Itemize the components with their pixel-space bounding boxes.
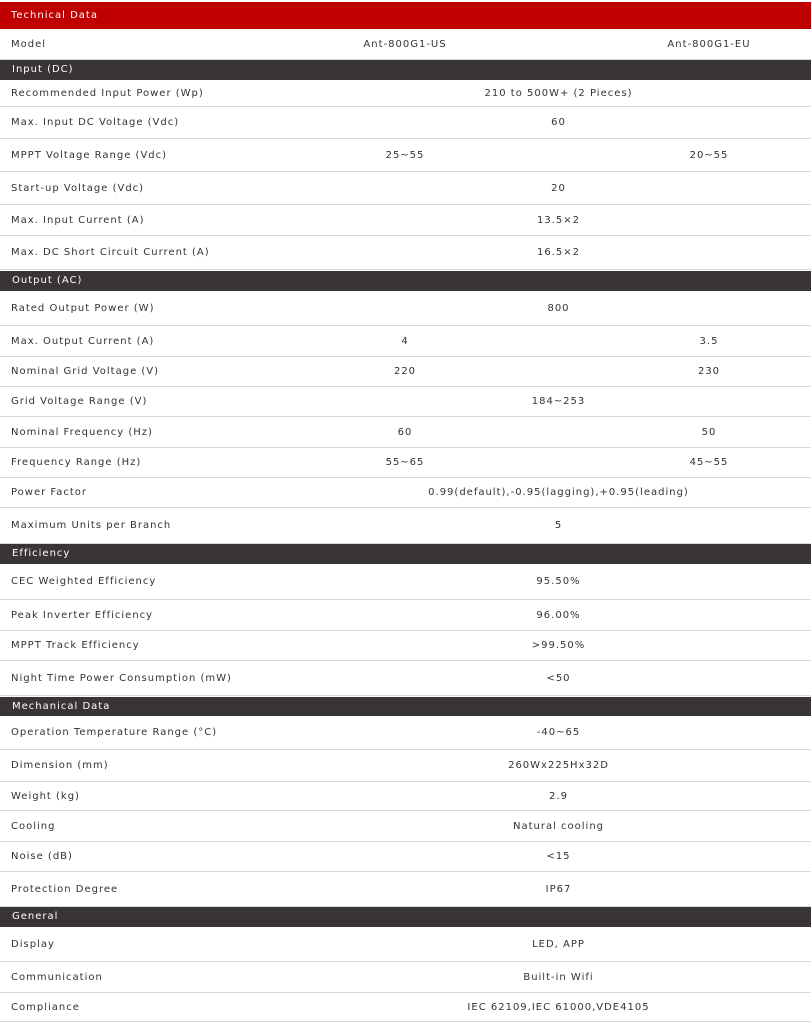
spec-label-start-up-voltage-vdc: Start-up Voltage (Vdc) bbox=[11, 182, 145, 194]
spec-row-night-time-power-consumption-mw bbox=[0, 661, 811, 696]
spec-eu-value-frequency-range-hz: 45~55 bbox=[689, 457, 729, 468]
spec-label-operation-temperature-range-c: Operation Temperature Range (°C) bbox=[11, 727, 218, 738]
spec-row-nominal-frequency-hz bbox=[0, 417, 811, 448]
spec-row-display bbox=[0, 927, 811, 962]
model-row bbox=[0, 29, 811, 60]
spec-row-power-factor bbox=[0, 478, 811, 508]
spec-value-max-dc-short-circuit-current-a: 16.5×2 bbox=[536, 247, 580, 258]
spec-row-operation-temperature-range-c bbox=[0, 716, 811, 750]
spec-row-start-up-voltage-vdc bbox=[0, 172, 811, 205]
spec-label-max-input-current-a: Max. Input Current (A) bbox=[11, 214, 145, 226]
spec-label-maximum-units-per-branch: Maximum Units per Branch bbox=[11, 520, 172, 531]
spec-us-value-nominal-grid-voltage-v: 220 bbox=[393, 366, 417, 377]
model-us-value: Ant-800G1-US bbox=[363, 38, 447, 50]
spec-label-compliance: Compliance bbox=[11, 1001, 80, 1013]
spec-value-cooling: Natural cooling bbox=[512, 820, 605, 832]
spec-row-compliance bbox=[0, 993, 811, 1022]
spec-label-mppt-track-efficiency: MPPT Track Efficiency bbox=[11, 640, 140, 651]
spec-row-max-dc-short-circuit-current-a bbox=[0, 236, 811, 270]
spec-value-noise-db: <15 bbox=[546, 851, 571, 862]
spec-us-value-nominal-frequency-hz: 60 bbox=[397, 426, 413, 438]
spec-value-power-factor: 0.99(default),-0.95(lagging),+0.95(leading) bbox=[428, 487, 689, 498]
spec-value-recommended-input-power-wp: 210 to 500W+ (2 Pieces) bbox=[484, 87, 633, 99]
spec-row-peak-inverter-efficiency bbox=[0, 600, 811, 631]
spec-value-mppt-track-efficiency: >99.50% bbox=[531, 640, 586, 651]
model-label: Model bbox=[11, 38, 47, 50]
spec-row-cooling bbox=[0, 811, 811, 842]
spec-row-max-output-current-a bbox=[0, 326, 811, 357]
spec-row-dimension-mm bbox=[0, 750, 811, 782]
spec-value-protection-degree: IP67 bbox=[545, 883, 572, 895]
spec-row-nominal-grid-voltage-v bbox=[0, 357, 811, 387]
spec-label-max-input-dc-voltage-vdc: Max. Input DC Voltage (Vdc) bbox=[11, 117, 180, 128]
spec-value-compliance: IEC 62109,IEC 61000,VDE4105 bbox=[467, 1001, 650, 1013]
spec-label-nominal-frequency-hz: Nominal Frequency (Hz) bbox=[11, 426, 153, 438]
spec-row-mppt-voltage-range-vdc bbox=[0, 139, 811, 172]
spec-label-communication: Communication bbox=[11, 971, 103, 983]
spec-row-maximum-units-per-branch bbox=[0, 508, 811, 544]
section-heading-input-dc: Input (DC) bbox=[0, 60, 811, 80]
spec-value-max-input-current-a: 13.5×2 bbox=[536, 214, 580, 226]
spec-label-noise-db: Noise (dB) bbox=[11, 851, 73, 862]
model-eu-value: Ant-800G1-EU bbox=[667, 38, 751, 50]
spec-value-night-time-power-consumption-mw: <50 bbox=[546, 672, 571, 684]
spec-label-night-time-power-consumption-mw: Night Time Power Consumption (mW) bbox=[11, 672, 232, 684]
section-heading-mechanical-data: Mechanical Data bbox=[0, 697, 811, 716]
spec-row-frequency-range-hz bbox=[0, 448, 811, 478]
spec-row-recommended-input-power-wp bbox=[0, 80, 811, 107]
spec-value-rated-output-power-w: 800 bbox=[547, 302, 570, 314]
spec-value-grid-voltage-range-v: 184~253 bbox=[531, 396, 586, 407]
spec-row-max-input-current-a bbox=[0, 205, 811, 236]
section-heading-output-ac: Output (AC) bbox=[0, 271, 811, 291]
spec-value-weight-kg: 2.9 bbox=[549, 790, 568, 802]
spec-label-display: Display bbox=[11, 938, 55, 950]
spec-eu-value-mppt-voltage-range-vdc: 20~55 bbox=[689, 149, 729, 161]
spec-label-dimension-mm: Dimension (mm) bbox=[11, 760, 109, 771]
spec-row-grid-voltage-range-v bbox=[0, 387, 811, 417]
spec-label-rated-output-power-w: Rated Output Power (W) bbox=[11, 302, 155, 314]
spec-row-communication bbox=[0, 962, 811, 993]
spec-value-peak-inverter-efficiency: 96.00% bbox=[536, 609, 581, 621]
spec-label-protection-degree: Protection Degree bbox=[11, 883, 119, 895]
spec-eu-value-nominal-grid-voltage-v: 230 bbox=[697, 366, 721, 377]
spec-us-value-frequency-range-hz: 55~65 bbox=[385, 457, 425, 468]
spec-row-protection-degree bbox=[0, 872, 811, 907]
spec-label-max-output-current-a: Max. Output Current (A) bbox=[11, 335, 155, 347]
spec-value-operation-temperature-range-c: -40~65 bbox=[536, 727, 581, 738]
spec-label-nominal-grid-voltage-v: Nominal Grid Voltage (V) bbox=[11, 366, 160, 377]
section-heading-general: General bbox=[0, 907, 811, 927]
spec-value-dimension-mm: 260Wx225Hx32D bbox=[508, 760, 609, 771]
spec-label-recommended-input-power-wp: Recommended Input Power (Wp) bbox=[11, 87, 204, 99]
spec-label-weight-kg: Weight (kg) bbox=[11, 790, 80, 802]
spec-value-maximum-units-per-branch: 5 bbox=[554, 520, 563, 531]
spec-row-cec-weighted-efficiency bbox=[0, 564, 811, 600]
spec-label-peak-inverter-efficiency: Peak Inverter Efficiency bbox=[11, 609, 154, 621]
spec-label-grid-voltage-range-v: Grid Voltage Range (V) bbox=[11, 396, 148, 407]
spec-value-cec-weighted-efficiency: 95.50% bbox=[536, 576, 581, 587]
spec-row-noise-db bbox=[0, 842, 811, 872]
spec-row-weight-kg bbox=[0, 782, 811, 811]
spec-eu-value-max-output-current-a: 3.5 bbox=[699, 335, 719, 347]
spec-value-start-up-voltage-vdc: 20 bbox=[551, 182, 566, 194]
section-heading-efficiency: Efficiency bbox=[0, 544, 811, 564]
spec-value-display: LED, APP bbox=[532, 938, 585, 950]
spec-eu-value-nominal-frequency-hz: 50 bbox=[701, 426, 717, 438]
spec-value-max-input-dc-voltage-vdc: 60 bbox=[551, 117, 566, 128]
spec-label-mppt-voltage-range-vdc: MPPT Voltage Range (Vdc) bbox=[11, 149, 168, 161]
spec-label-max-dc-short-circuit-current-a: Max. DC Short Circuit Current (A) bbox=[11, 247, 210, 258]
spec-label-frequency-range-hz: Frequency Range (Hz) bbox=[11, 457, 142, 468]
spec-row-max-input-dc-voltage-vdc bbox=[0, 107, 811, 139]
spec-row-mppt-track-efficiency bbox=[0, 631, 811, 661]
spec-row-rated-output-power-w bbox=[0, 291, 811, 326]
spec-label-cooling: Cooling bbox=[11, 820, 56, 832]
spec-us-value-mppt-voltage-range-vdc: 25~55 bbox=[385, 149, 425, 161]
spec-label-cec-weighted-efficiency: CEC Weighted Efficiency bbox=[11, 576, 157, 587]
spec-label-power-factor: Power Factor bbox=[11, 487, 88, 498]
spec-us-value-max-output-current-a: 4 bbox=[401, 335, 409, 347]
table-title: Technical Data bbox=[0, 2, 811, 29]
spec-value-communication: Built-in Wifi bbox=[523, 971, 594, 983]
